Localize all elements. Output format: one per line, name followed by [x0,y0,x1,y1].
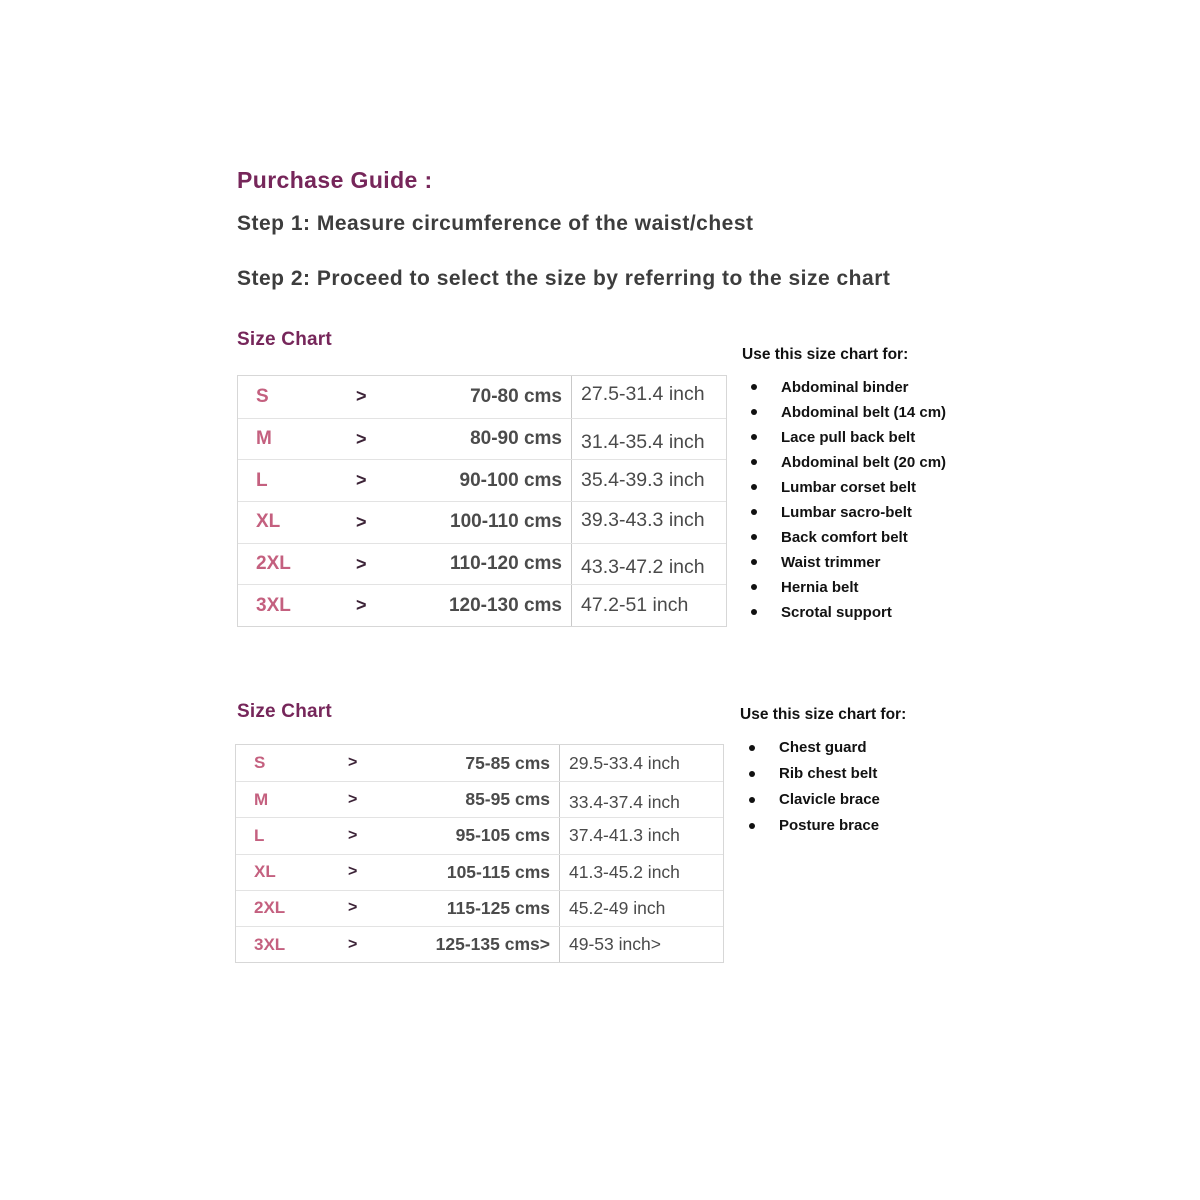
size-label: XL [254,862,276,882]
size-label: L [254,825,265,845]
inch-value: 47.2-51 inch [571,585,728,626]
inch-value: 49-53 inch> [559,927,725,962]
table-row [238,543,726,585]
chevron-right-icon: > [348,863,358,881]
chevron-right-icon: > [348,754,358,772]
chevron-right-icon: > [356,553,367,574]
table-row [238,418,726,460]
size-chart-1-table [237,375,727,627]
cms-value: 70-80 cms [470,385,562,407]
inch-value: 43.3-47.2 inch [571,544,728,585]
cms-value: 110-120 cms [450,553,562,575]
size-label: 3XL [254,934,286,954]
chevron-right-icon: > [356,470,367,491]
list-item: Scrotal support [742,600,1022,625]
list-item: Posture brace [740,813,1020,839]
table-row [238,584,726,626]
inch-value: 29.5-33.4 inch [559,745,725,781]
size-label: M [256,428,272,450]
size-chart-2-table [235,744,724,963]
inch-value: 41.3-45.2 inch [559,855,725,890]
inch-value: 33.4-37.4 inch [559,782,725,817]
list-item: Lace pull back belt [742,425,1022,450]
chevron-right-icon: > [348,826,358,844]
table-row [236,890,723,926]
step-1-text: Step 1: Measure circumference of the waist/chest [237,212,754,235]
list-item: Waist trimmer [742,550,1022,575]
chevron-right-icon: > [356,386,367,407]
uses-items [742,375,1022,625]
table-row [236,817,723,853]
list-item: Hernia belt [742,575,1022,600]
inch-value: 27.5-31.4 inch [571,376,728,418]
cms-value: 75-85 cms [465,752,550,773]
uses-items [740,735,1020,839]
size-label: XL [256,511,281,533]
uses-list-1 [742,346,1022,625]
chevron-right-icon: > [356,428,367,449]
cms-value: 85-95 cms [465,789,550,810]
chevron-right-icon: > [348,790,358,808]
chevron-right-icon: > [356,595,367,616]
list-item: Clavicle brace [740,787,1020,813]
cms-value: 100-110 cms [450,511,562,533]
chevron-right-icon: > [356,511,367,532]
inch-value: 35.4-39.3 inch [571,460,728,501]
chevron-right-icon: > [348,935,358,953]
size-label: 2XL [256,553,291,575]
list-item: Abdominal belt (20 cm) [742,450,1022,475]
chevron-right-icon: > [348,899,358,917]
list-item: Lumbar sacro-belt [742,500,1022,525]
list-item: Chest guard [740,735,1020,761]
size-label: M [254,789,269,809]
uses-list-2 [740,706,1020,839]
inch-value: 31.4-35.4 inch [571,419,728,460]
cms-value: 120-130 cms [448,594,562,616]
table-row [236,745,723,781]
table-row [238,459,726,501]
table-row [236,854,723,890]
uses-list-title: Use this size chart for: [740,706,907,723]
uses-list-title: Use this size chart for: [742,346,909,363]
inch-value: 37.4-41.3 inch [559,818,725,853]
size-label: 2XL [254,898,286,918]
cms-value: 125-135 cms> [435,934,550,955]
list-item: Back comfort belt [742,525,1022,550]
inch-value: 39.3-43.3 inch [571,502,728,543]
size-label: L [256,469,268,491]
table-row [236,926,723,962]
size-label: 3XL [256,594,291,616]
cms-value: 95-105 cms [455,825,550,846]
inch-value: 45.2-49 inch [559,891,725,926]
step-2-text: Step 2: Proceed to select the size by referring to the size chart [237,267,891,290]
table-row [238,501,726,543]
size-chart-1-heading: Size Chart [237,329,332,350]
list-item: Abdominal binder [742,375,1022,400]
cms-value: 115-125 cms [446,897,550,918]
page-title: Purchase Guide : [237,167,433,193]
list-item: Abdominal belt (14 cm) [742,400,1022,425]
table-row [236,781,723,817]
table-row [238,376,726,418]
size-label: S [254,753,266,773]
cms-value: 105-115 cms [446,861,550,882]
cms-value: 90-100 cms [459,469,562,491]
list-item: Lumbar corset belt [742,475,1022,500]
size-label: S [256,385,269,407]
size-chart-2-heading: Size Chart [237,701,332,722]
list-item: Rib chest belt [740,761,1020,787]
cms-value: 80-90 cms [470,428,562,450]
